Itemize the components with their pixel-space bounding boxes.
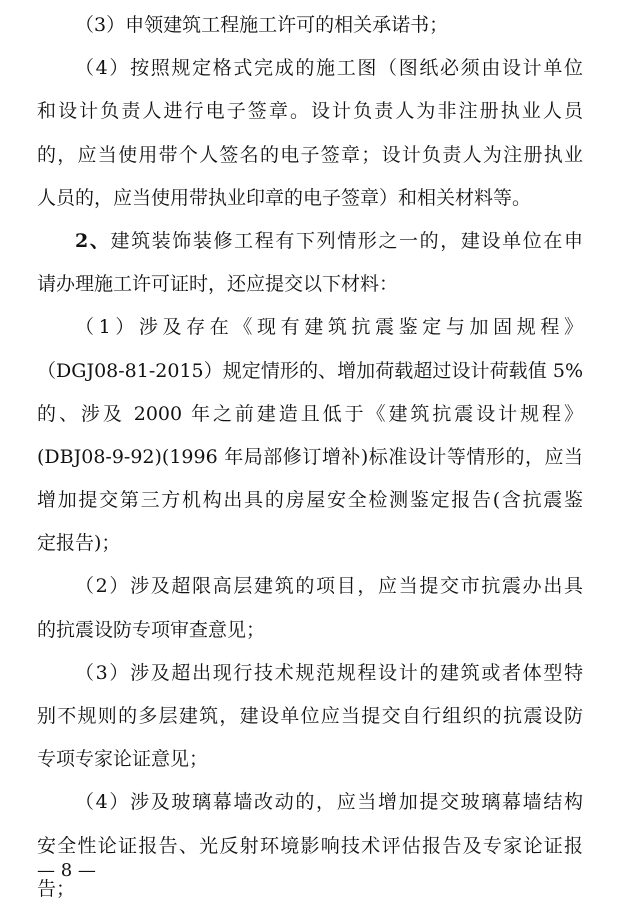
text-line xyxy=(37,47,583,90)
text-line xyxy=(37,220,583,263)
line-text: (DBJ08-9-92)(1996 年局部修订增补)标准设计等情形的，应当 xyxy=(37,445,583,468)
line-text: （3）涉及超出现行技术规范规程设计的建筑或者体型特 xyxy=(75,661,583,684)
text-line xyxy=(37,522,583,565)
line-text: 增加提交第三方机构出具的房屋安全检测鉴定报告(含抗震鉴 xyxy=(37,489,583,512)
line-text: 定报告)； xyxy=(37,532,121,555)
line-text: 安全性论证报告、光反射环境影响技术评估报告及专家论证报 xyxy=(37,834,583,857)
line-text: 请办理施工许可证时，还应提交以下材料： xyxy=(37,273,399,296)
line-text: （2）涉及超限高层建筑的项目，应当提交市抗震办出具 xyxy=(75,575,583,598)
text-line xyxy=(37,825,583,868)
text-line xyxy=(37,134,583,177)
text-line xyxy=(37,652,583,695)
line-text: 别不规则的多层建筑，建设单位应当提交自行组织的抗震设防 xyxy=(37,705,583,727)
line-text: 人员的，应当使用带执业印章的电子签章）和相关材料等。 xyxy=(37,186,532,209)
text-line xyxy=(37,263,583,306)
text-line xyxy=(37,436,583,479)
line-text: 的、涉及 2000 年之前建造且低于《建筑抗震设计规程》 xyxy=(37,402,583,425)
text-line xyxy=(37,609,583,652)
text-line xyxy=(37,695,583,738)
text-line xyxy=(37,350,583,393)
item-number: 2、 xyxy=(75,229,111,252)
line-text: （4）按照规定格式完成的施工图（图纸必须由设计单位 xyxy=(75,57,583,80)
line-text: （4）涉及玻璃幕墙改动的，应当增加提交玻璃幕墙结构 xyxy=(75,791,583,814)
text-line xyxy=(37,306,583,349)
text-line xyxy=(37,781,583,824)
text-line xyxy=(37,738,583,781)
text-line xyxy=(37,393,583,436)
text-line xyxy=(37,868,583,911)
text-line xyxy=(37,90,583,133)
text-line xyxy=(37,4,583,47)
line-text: 建筑装饰装修工程有下列情形之一的，建设单位在申 xyxy=(110,229,583,252)
text-line xyxy=(37,479,583,522)
line-text: （DGJ08-81-2015）规定情形的、增加荷载超过设计荷载值 5% xyxy=(37,359,583,382)
line-text: （1）涉及存在《现有建筑抗震鉴定与加固规程》 xyxy=(75,316,583,339)
line-text: 告； xyxy=(37,877,76,900)
line-text: 专项专家论证意见； xyxy=(37,748,209,771)
body-text xyxy=(37,4,583,911)
text-line xyxy=(37,565,583,608)
page-number: — 8 — xyxy=(37,860,96,881)
line-text: （3）申领建筑工程施工许可的相关承诺书； xyxy=(75,14,449,36)
line-text: 的，应当使用带个人签名的电子签章；设计负责人为注册执业 xyxy=(37,143,583,166)
text-line xyxy=(37,177,583,220)
line-text: 和设计负责人进行电子签章。设计负责人为非注册执业人员 xyxy=(37,100,583,123)
line-text: 的抗震设防专项审查意见； xyxy=(37,618,266,641)
